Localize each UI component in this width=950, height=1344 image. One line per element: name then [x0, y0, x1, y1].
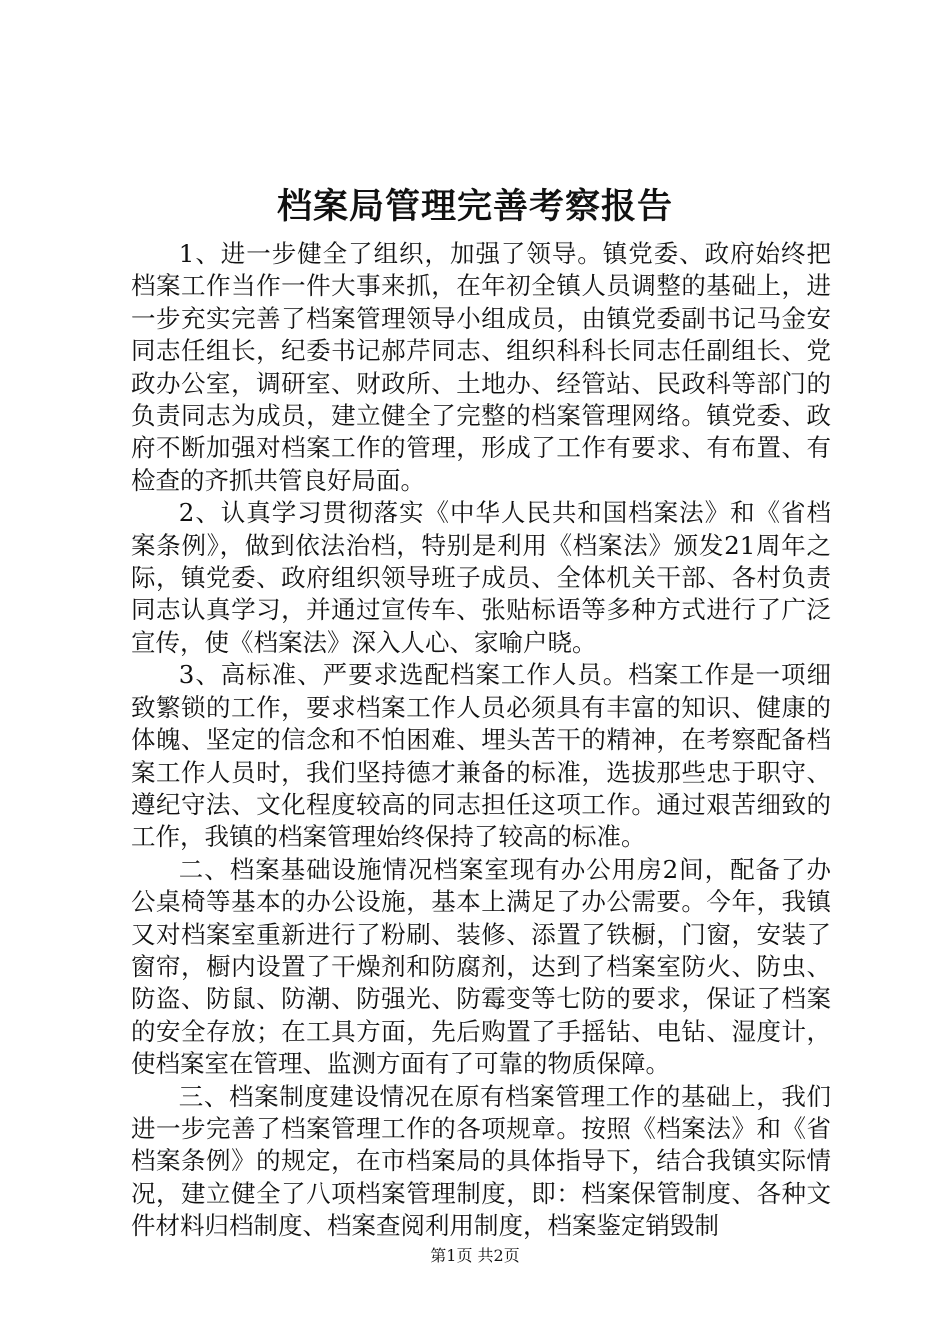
paragraph-3: 3、高标准、严要求选配档案工作人员。档案工作是一项细致繁锁的工作，要求档案工作人员必须具有丰富的知识、健康的体魄、坚定的信念和不怕困难、埋头苦干的精神，在考察配备档案工作人员时，我们坚持德才兼备的标准，选拔那些忠于职守、遵纪守法、文化程度较高的同志担任这项工作。通过艰苦细致的工作，我镇的档案管理始终保持了较高的标准。	[131, 660, 831, 852]
paragraph-1: 1、进一步健全了组织，加强了领导。镇党委、政府始终把档案工作当作一件大事来抓，在年初全镇人员调整的基础上，进一步充实完善了档案管理领导小组成员，由镇党委副书记马金安同志任组长，纪委书记郝芹同志、组织科科长同志任副组长、党政办公室，调研室、财政所、土地办、经管站、民政科等部门的负责同志为成员，建立健全了完整的档案管理网络。镇党委、政府不断加强对档案工作的管理，形成了工作有要求、有布置、有检查的齐抓共管良好局面。	[131, 239, 831, 495]
document-body	[131, 238, 831, 1243]
paragraph-4: 二、档案基础设施情况档案室现有办公用房2间，配备了办公桌椅等基本的办公设施，基本上满足了办公需要。今年，我镇又对档案室重新进行了粉刷、装修、添置了铁橱，门窗，安装了窗帘，橱内设置了干燥剂和防腐剂，达到了档案室防火、防虫、防盗、防鼠、防潮、防强光、防霉变等七防的要求，保证了档案的安全存放；在工具方面，先后购置了手摇钻、电钻、湿度计，使档案室在管理、监测方面有了可靠的物质保障。	[131, 854, 831, 1079]
page-number-footer: 第1页 共2页	[430, 1246, 520, 1265]
paragraph-5: 三、档案制度建设情况在原有档案管理工作的基础上，我们进一步完善了档案管理工作的各项规章。按照《档案法》和《省档案条例》的规定，在市档案局的具体指导下，结合我镇实际情况，建立健全了八项档案管理制度，即：档案保管制度、各种文件材料归档制度、档案查阅利用制度，档案鉴定销毁制	[131, 1081, 831, 1241]
document-title: 档案局管理完善考察报告	[276, 186, 673, 227]
paragraph-2: 2、认真学习贯彻落实《中华人民共和国档案法》和《省档案条例》，做到依法治档，特别是利用《档案法》颁发21周年之际，镇党委、政府组织领导班子成员、全体机关干部、各村负责同志认真学习，并通过宣传车、张贴标语等多种方式进行了广泛宣传，使《档案法》深入人心、家喻户晓。	[131, 498, 831, 657]
